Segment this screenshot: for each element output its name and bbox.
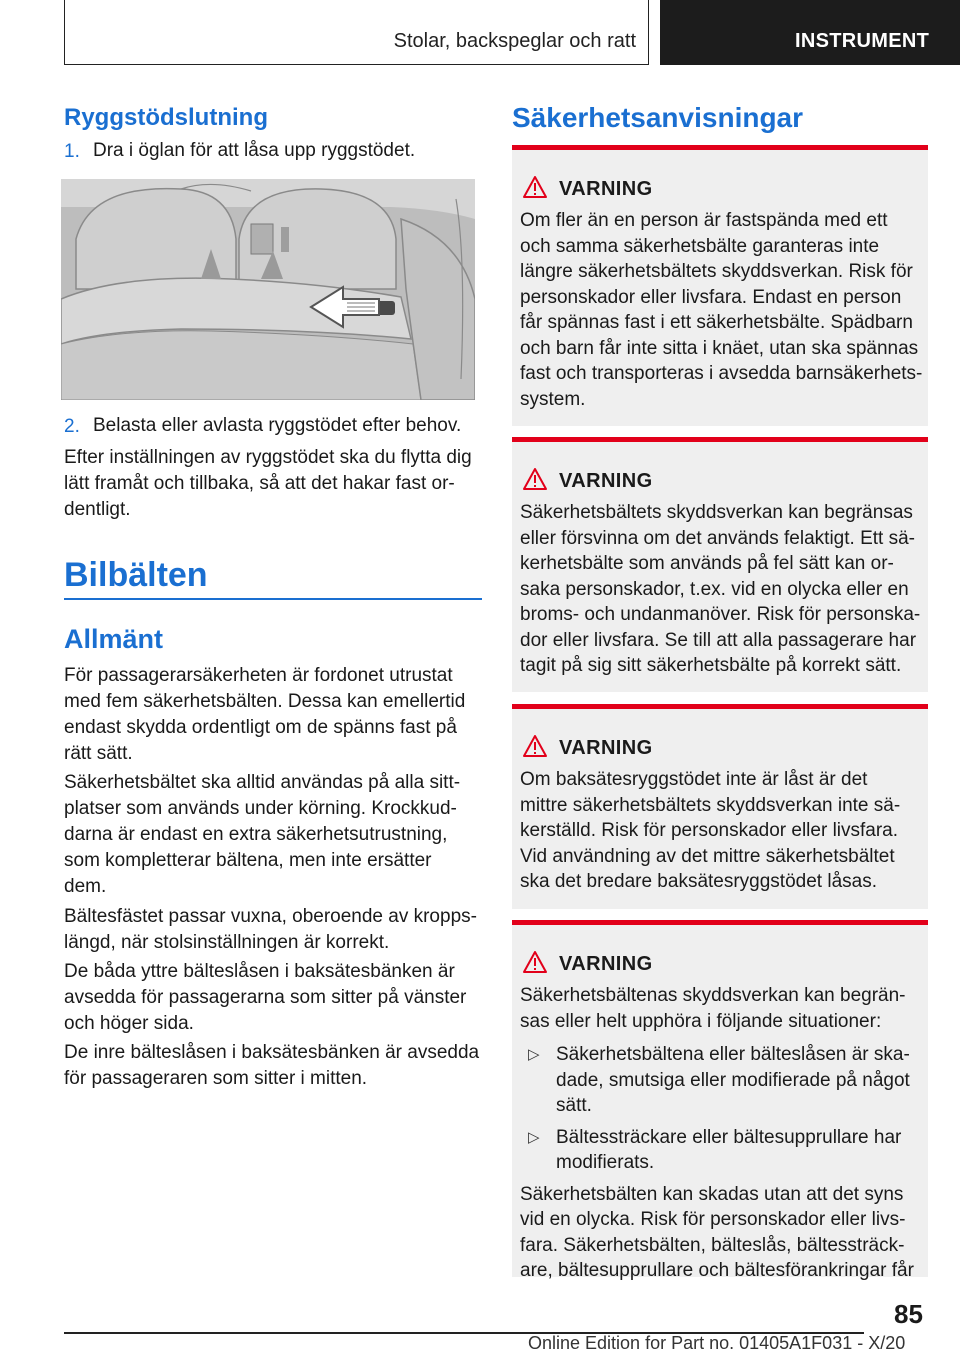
bullet-triangle-icon: ▷	[528, 1128, 540, 1146]
warning-text	[520, 500, 928, 679]
warning-text	[520, 983, 928, 1284]
text-line: Säkerhetsbältena eller bälteslåsen är ska-	[556, 1044, 910, 1065]
text-line: med fem säkerhetsbälten. Dessa kan emellertid	[64, 691, 466, 712]
rear-seat-illustration	[61, 179, 475, 400]
warning-title: VARNING	[559, 178, 653, 200]
header-section-tab	[64, 0, 649, 65]
text-line: för passageraren som sitter i mitten.	[64, 1068, 368, 1089]
after-adjust-paragraph	[64, 445, 482, 523]
text-line: Efter inställningen av ryggstödet ska du flytta dig	[64, 447, 472, 468]
warning-text	[520, 208, 928, 412]
warning-triangle-icon	[522, 734, 548, 758]
text-line: De inre bälteslåsen i baksätesbänken är avsedda	[64, 1042, 480, 1063]
text-line: får spännas fast i ett säkerhetsbälte. Spädbarn	[520, 312, 913, 333]
text-line: dem.	[64, 876, 107, 897]
text-line: mittre säkerhetsbältets skyddsverkan inte sä-	[520, 794, 901, 816]
text-line: eller försvinna om det används felaktigt. Ett sä-	[520, 527, 915, 549]
warning-triangle-icon	[522, 467, 548, 491]
edition-note: Online Edition for Part no. 01405A1F031 - X/20	[528, 1333, 906, 1353]
bullet-triangle-icon: ▷	[528, 1046, 540, 1063]
text-line: personskador eller livsfara. Endast en person	[520, 286, 902, 308]
text-line: Bältessträckare eller bältesupprullare har	[556, 1126, 902, 1148]
text-line: fara. Säkerhetsbälten, bälteslås, bältessträck-	[520, 1234, 905, 1256]
paragraph-3	[64, 904, 482, 956]
warning-title: VARNING	[559, 470, 653, 492]
text-line: sas eller helt upphöra i följande situationer:	[520, 1010, 882, 1032]
text-line: kerställd. Risk för personskador eller livsfara.	[520, 820, 899, 841]
warning-triangle-icon	[522, 175, 548, 199]
text-line: Säkerhetsbälten kan skadas utan att det syns	[520, 1183, 904, 1205]
step-1-number: 1.	[64, 141, 80, 162]
seat-backrest-image	[61, 179, 475, 400]
text-line: fast och transporteras i avsedda barnsäkerhets-	[520, 363, 923, 384]
text-line: dade, smutsiga eller modifierade på något	[556, 1069, 910, 1091]
paragraph-4	[64, 959, 482, 1037]
text-line: vid en olycka. Risk för personskador eller livs-	[520, 1209, 906, 1230]
text-line: saka personskador, t.ex. vid en olycka eller en	[520, 578, 909, 600]
step-2-text: Belasta eller avlasta ryggstödet efter behov.	[93, 415, 462, 436]
text-line: dor eller livsfara. Se till att alla passagerare har	[520, 629, 917, 651]
text-line: De båda yttre bälteslåsen i baksätesbänken är	[64, 961, 455, 982]
text-line: endast skydda ordentligt om de spänns fast på	[64, 717, 457, 738]
warning-box-2	[512, 437, 928, 692]
warning-text	[520, 767, 928, 895]
warning-triangle-icon	[522, 950, 548, 974]
text-line: dentligt.	[64, 499, 131, 520]
paragraph-2	[64, 770, 482, 900]
text-line: Vid användning av det mittre säkerhetsbältet	[520, 845, 895, 867]
warning-box-1	[512, 145, 928, 426]
text-line: avsedda för passagerarna som sitter på vänster	[64, 987, 467, 1008]
text-line: system.	[520, 388, 586, 410]
seatbelts-heading: Bilbälten	[64, 556, 208, 594]
text-line: och barn får inte sitta i knäet, utan ska spännas	[520, 337, 919, 359]
text-line: modifierats.	[556, 1152, 655, 1173]
warning-title: VARNING	[559, 953, 653, 975]
text-line: kerhetsbälte som används på fel sätt kan or-	[520, 553, 894, 574]
text-line: och höger sida.	[64, 1013, 194, 1034]
bullet-item	[520, 1042, 928, 1119]
text-line: som kompletterar bältena, men inte ersätter	[64, 850, 432, 871]
text-line: Bältesfästet passar vuxna, oberoende av kropps-	[64, 906, 477, 927]
bullet-item	[520, 1125, 928, 1176]
general-heading: Allmänt	[64, 624, 164, 654]
text-line: Om fler än en person är fastspända med ett	[520, 210, 888, 231]
text-line: längre säkerhetsbältets skyddsverkan. Risk för	[520, 261, 913, 282]
text-line: sätt.	[556, 1095, 592, 1116]
step-2-number: 2.	[64, 416, 80, 437]
text-line: rätt sätt.	[64, 743, 133, 764]
text-line: Säkerhetsbältet ska alltid användas på alla sitt-	[64, 772, 461, 793]
text-line: Säkerhetsbältenas skyddsverkan kan begrän-	[520, 985, 906, 1006]
text-line: lätt framåt och tillbaka, så att det hakar fast or-	[64, 473, 455, 494]
page-number: 85	[894, 1299, 923, 1329]
text-line: darna är endast en extra säkerhetsutrustning,	[64, 824, 448, 845]
text-line: Säkerhetsbältets skyddsverkan kan begränsas	[520, 502, 913, 523]
paragraph-5	[64, 1040, 482, 1092]
safety-instructions-heading: Säkerhetsanvisningar	[512, 102, 804, 133]
text-line: och samma säkerhetsbälte garanteras inte	[520, 235, 880, 257]
header-chapter-tab	[660, 0, 960, 65]
text-line: tagit på sig sitt säkerhetsbälte på korrekt sätt.	[520, 655, 902, 676]
paragraph-1	[64, 663, 482, 767]
heading-divider	[64, 598, 482, 600]
text-line: broms- och undanmanöver. Risk för personska-	[520, 604, 921, 625]
text-line: Om baksätesryggstödet inte är låst är det	[520, 769, 868, 790]
chapter-title: INSTRUMENT	[795, 30, 930, 52]
warning-title: VARNING	[559, 737, 653, 759]
warning-box-4	[512, 920, 928, 1281]
warning-box-3	[512, 704, 928, 909]
text-line: ska det bredare baksätesryggstödet låsas.	[520, 871, 877, 892]
section-title: Stolar, backspeglar och ratt	[393, 30, 636, 52]
backrest-heading: Ryggstödslutning	[64, 104, 268, 131]
warning-outro	[520, 1182, 928, 1284]
text-line: För passagerarsäkerheten är fordonet utrustat	[64, 665, 453, 686]
text-line: platser som används under körning. Krockkud-	[64, 798, 457, 819]
text-line: längd, när stolsinställningen är korrekt.	[64, 932, 390, 953]
step-1-text: Dra i öglan för att låsa upp ryggstödet.	[93, 140, 416, 161]
text-line: are, bältesupprullare och bältesförankringar får	[520, 1260, 914, 1281]
